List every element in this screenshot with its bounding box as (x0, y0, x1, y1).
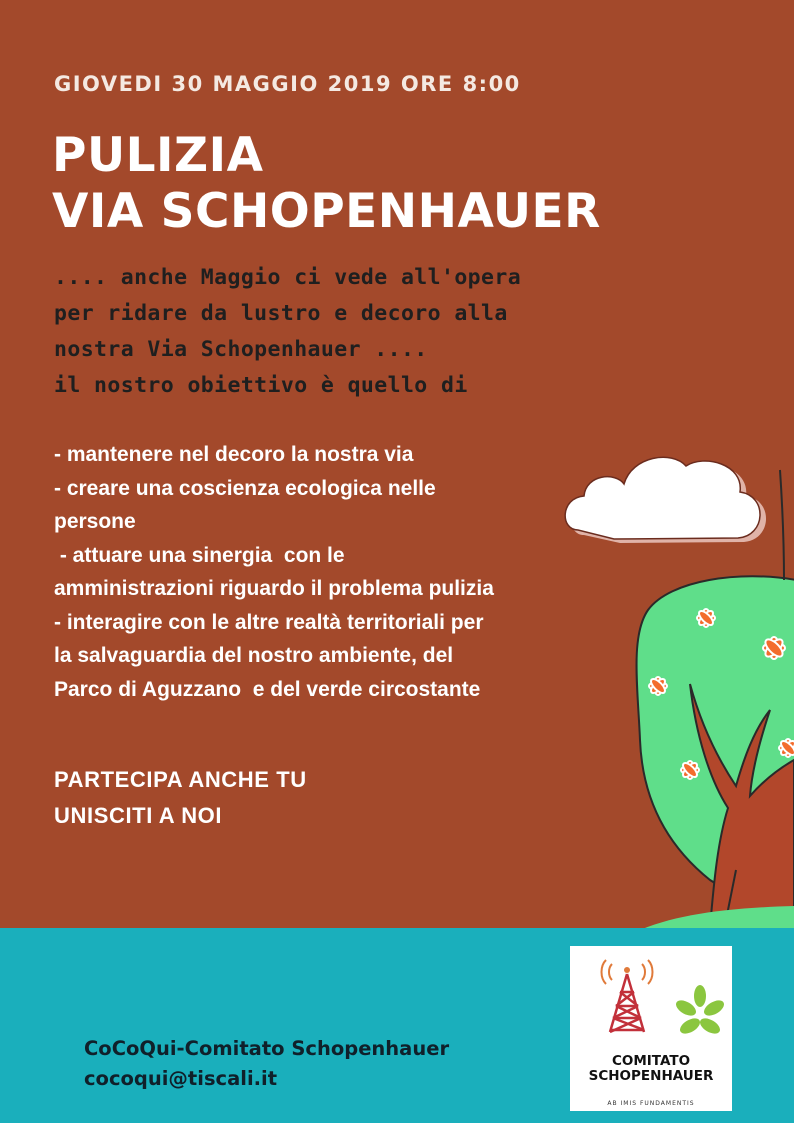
title-line-1: PULIZIA (52, 128, 264, 183)
goal-line: Parco di Aguzzano e del verde circostante (54, 677, 481, 701)
logo-motto: AB IMIS FUNDAMENTIS (607, 1100, 695, 1107)
goal-line: - attuare una sinergia con le (54, 543, 345, 567)
intro-line: il nostro obiettivo è quello di (54, 373, 468, 398)
cloud-icon (565, 457, 766, 543)
intro-text (54, 260, 521, 404)
goal-line: amministrazioni riguardo il problema pulizia (54, 577, 494, 600)
logo-name-line-1: COMITATO (611, 1053, 691, 1069)
goal-line: persone (54, 510, 136, 533)
event-date: GIOVEDI 30 MAGGIO 2019 ORE 8:00 (54, 72, 521, 96)
goal-line: la salvaguardia del nostro ambiente, del (54, 644, 454, 667)
intro-line: nostra Via Schopenhauer .... (54, 337, 428, 362)
contact-email: cocoqui@tiscali.it (84, 1067, 278, 1090)
goal-line: - creare una coscienza ecologica nelle (54, 476, 436, 500)
call-to-action (54, 762, 307, 834)
cta-line: UNISCITI A NOI (54, 803, 223, 828)
cta-line: PARTECIPA ANCHE TU (54, 767, 307, 792)
goal-line: - interagire con le altre realtà territoriali per (54, 610, 484, 634)
page-title (52, 128, 601, 240)
logo-name-line-2: SCHOPENHAUER (588, 1068, 714, 1084)
contact-block (84, 1034, 449, 1094)
organization-name: CoCoQui-Comitato Schopenhauer (84, 1037, 450, 1060)
intro-line: per ridare da lustro e decoro alla (54, 301, 508, 326)
leaf-icon (670, 984, 730, 1044)
title-line-2: VIA SCHOPENHAUER (52, 184, 601, 239)
tree-illustration (560, 440, 794, 940)
goals-list (54, 438, 494, 706)
committee-logo (570, 946, 732, 1111)
goal-line: - mantenere nel decoro la nostra via (54, 443, 414, 466)
intro-line: .... anche Maggio ci vede all'opera (54, 265, 522, 290)
